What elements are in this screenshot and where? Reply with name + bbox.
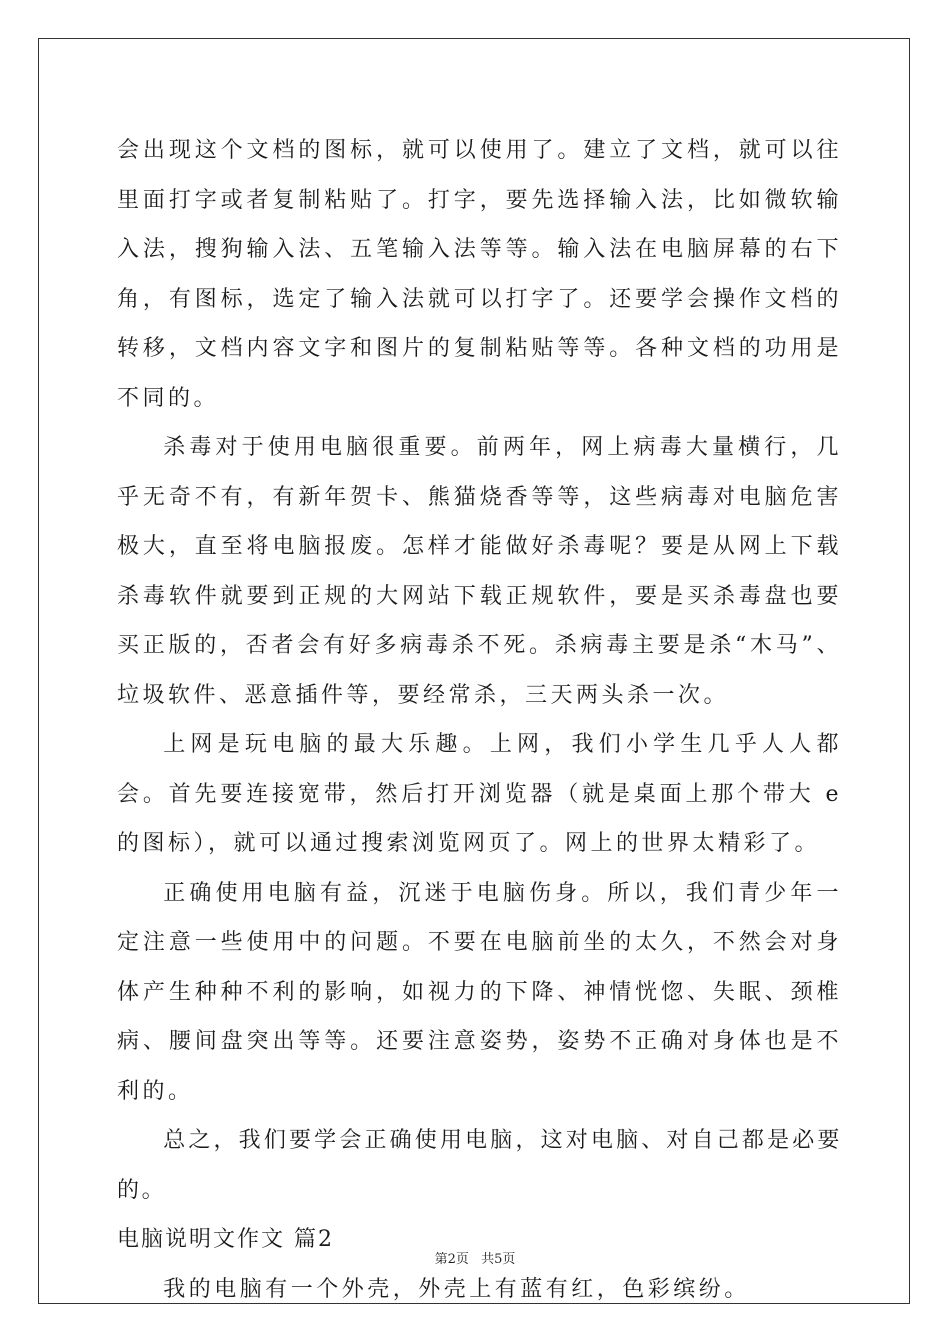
paragraph-health: 正确使用电脑有益，沉迷于电脑伤身。所以，我们青少年一定注意一些使用中的问题。不要在电脑前坐的太久，不然会对身体产生种种不利的影响，如视力的下降、神情恍惚、失眠、颈椎病、腰间盘突出等等。还要注意姿势，姿势不正确对身体也是不利的。 [117,880,842,1104]
page-number: 第2页 [434,1252,469,1267]
page-footer [0,1248,950,1267]
paragraph-internet: 上网是玩电脑的最大乐趣。上网，我们小学生几乎人人都会。首先要连接宽带，然后打开浏览器（就是桌面上那个带大 e 的图标），就可以通过搜索浏览网页了。网上的世界太精彩了。 [117,732,842,856]
paragraph-case-intro: 我的电脑有一个外壳，外壳上有蓝有红，色彩缤纷。 [163,1276,750,1302]
document-body [117,126,842,1314]
section-heading: 电脑说明文作文 篇2 [117,1227,334,1252]
paragraph-antivirus: 杀毒对于使用电脑很重要。前两年，网上病毒大量横行，几乎无奇不有，有新年贺卡、熊猫烧香等等，这些病毒对电脑危害极大，直至将电脑报废。怎样才能做好杀毒呢？要是从网上下载杀毒软件就要到正规的大网站下载正规软件，要是买杀毒盘也要买正版的，否者会有好多病毒杀不死。杀病毒主要是杀“木马”、垃圾软件、恶意插件等，要经常杀，三天两头杀一次。 [117,435,842,708]
page-total: 共5页 [481,1252,516,1267]
paragraph-conclusion: 总之，我们要学会正确使用电脑，这对电脑、对自己都是必要的。 [117,1128,842,1203]
paragraph-continuation: 会出现这个文档的图标，就可以使用了。建立了文档，就可以往里面打字或者复制粘贴了。打字，要先选择输入法，比如微软输入法，搜狗输入法、五笔输入法等等。输入法在电脑屏幕的右下角，有图标，选定了输入法就可以打字了。还要学会操作文档的转移，文档内容文字和图片的复制粘贴等等。各种文档的功用是不同的。 [117,138,842,411]
